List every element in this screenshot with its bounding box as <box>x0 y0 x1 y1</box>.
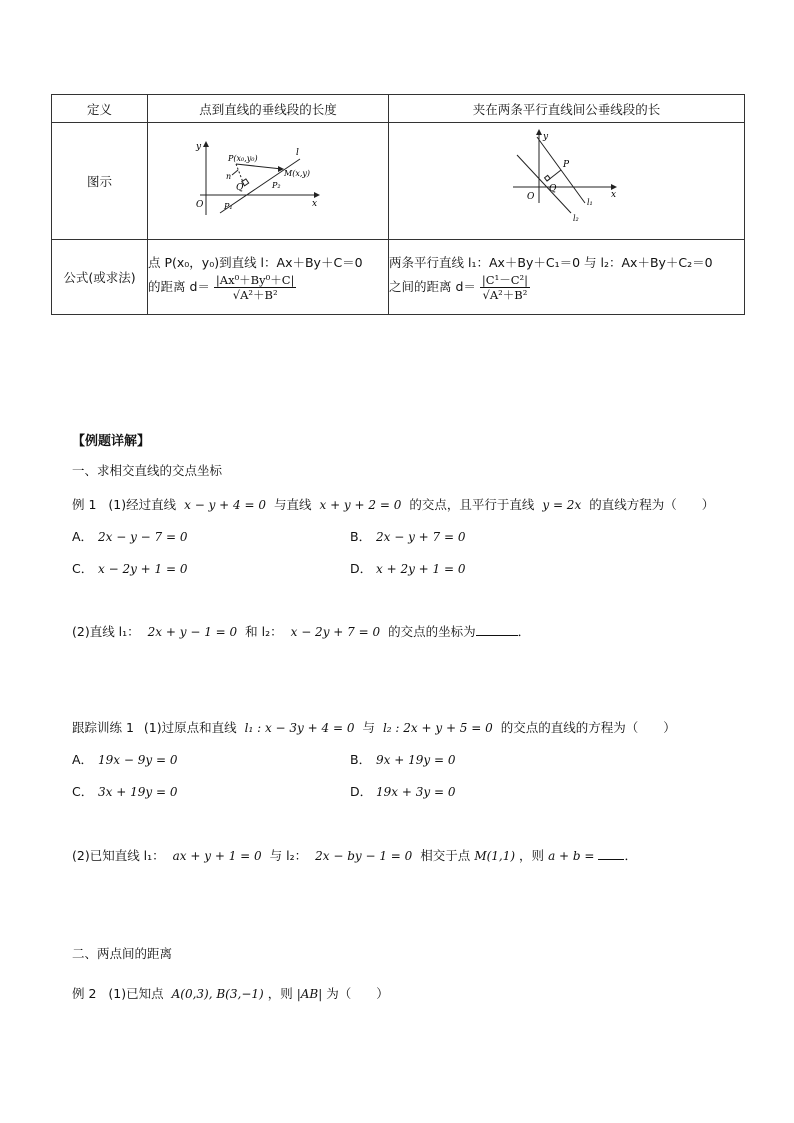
fig1-label-p2: P₂ <box>272 181 281 190</box>
tr1-q2-text-b: 与 l₂： <box>269 848 308 863</box>
tr1-q1-text-c: 的交点的直线的方程为（ ） <box>500 720 676 735</box>
header-parallel-lines: 夹在两条平行直线间公垂线段的长 <box>389 95 745 123</box>
ex1-q1-eq3: y = 2x <box>542 498 582 512</box>
tr1-q2-eq3: a + b = <box>548 849 595 863</box>
diagram-parallel-lines <box>389 123 744 236</box>
formula-point-line <box>148 240 389 315</box>
ex2-q1-text-c: 为（ ） <box>326 986 389 1001</box>
fig1-label-o: O <box>196 200 204 210</box>
tr1-q2-eq2: 2x − by − 1 = 0 <box>315 849 413 863</box>
ex1-q2-answer-blank[interactable] <box>476 623 518 636</box>
training1-question2: (2)已知直线 l₁： ax + y + 1 = 0 与 l₂： 2x − by − 1 = 0 相交于点 M(1,1) ，则 a + b = ． <box>72 848 637 863</box>
tr1-q1-text-a: (1)过原点和直线 <box>143 720 237 735</box>
fig2-label-q: Q <box>549 184 557 194</box>
ex1-q2-eq2: x − 2y + 7 = 0 <box>290 625 381 639</box>
figure-parallel-lines <box>389 123 745 240</box>
row-label-figure: 图示 <box>52 123 148 240</box>
formula2-fraction <box>480 273 530 302</box>
tr1-q1-eq1: l₁ : x − 3y + 4 = 0 <box>244 721 355 735</box>
tr1-option-a[interactable]: A． 19x − 9y = 0 <box>72 752 178 767</box>
ex1-q2-text-a: (2)直线 l₁： <box>72 624 140 639</box>
section-title: 【例题详解】 <box>72 434 151 449</box>
formula1-prefix: 的距离 d＝ <box>148 278 210 294</box>
fig2-label-y: y <box>543 132 549 142</box>
tr1-q2-text-a: (2)已知直线 l₁： <box>72 848 165 863</box>
part1-title: 一、求相交直线的交点坐标 <box>72 463 223 478</box>
header-definition: 定义 <box>52 95 148 123</box>
ex1-option-d[interactable]: D． x + 2y + 1 = 0 <box>350 561 466 576</box>
ex1-q1-text-b: 与直线 <box>273 497 312 512</box>
formula-parallel-lines <box>389 240 745 315</box>
tr1-q2-text-d: ，则 <box>519 848 545 863</box>
fig1-label-p1: P₁ <box>224 202 233 211</box>
training1-question1 <box>72 718 676 736</box>
tr1-q1-text-b: 与 <box>362 720 375 735</box>
example1-question1 <box>72 495 714 513</box>
fig1-label-l: l <box>296 148 299 158</box>
tr1-q2-text-c: 相交于点 <box>420 848 471 863</box>
tr1-option-c[interactable]: C． 3x + 19y = 0 <box>72 784 178 799</box>
fig1-label-q: Q <box>236 183 244 193</box>
ex1-q1-eq1: x − y + 4 = 0 <box>184 498 266 512</box>
formula1-numerator: |Ax⁰＋By⁰＋C| <box>215 272 295 287</box>
fig2-label-o: O <box>527 192 535 202</box>
fig2-label-l1: l₁ <box>587 198 593 207</box>
part2-title: 二、两点间的距离 <box>72 946 173 961</box>
ex1-q2-text-c: 的交点的坐标为 <box>388 624 476 639</box>
formula1-denominator: √A²＋B² <box>232 287 278 302</box>
tr1-q1-eq2: l₂ : 2x + y + 5 = 0 <box>382 721 493 735</box>
ex1-q1-text-d: 的直线方程为（ ） <box>589 497 715 512</box>
fig2-label-l2: l₂ <box>573 214 579 223</box>
ex1-q1-text-a: (1)经过直线 <box>108 497 177 512</box>
tr1-q2-answer-blank[interactable] <box>598 847 624 860</box>
perpendicular <box>236 164 244 185</box>
ex1-option-b[interactable]: B． 2x − y + 7 = 0 <box>350 529 466 544</box>
ex1-q2-text-b: 和 l₂： <box>245 624 283 639</box>
tr1-option-d[interactable]: D． 19x + 3y = 0 <box>350 784 456 799</box>
header-point-line: 点到直线的垂线段的长度 <box>148 95 389 123</box>
example2-question1 <box>72 984 389 1002</box>
tr1-q2-eq1: ax + y + 1 = 0 <box>172 849 262 863</box>
tr1-option-b[interactable]: B． 9x + 19y = 0 <box>350 752 456 767</box>
ex2-q1-ab: |AB| <box>296 987 323 1001</box>
ex2-q1-text-b: ，则 <box>267 986 293 1001</box>
ex1-option-c[interactable]: C． x − 2y + 1 = 0 <box>72 561 188 576</box>
fig1-label-y: y <box>196 142 202 152</box>
formula2-prefix: 之间的距离 d＝ <box>389 278 476 294</box>
formula2-denominator: √A²＋B² <box>482 287 528 302</box>
definition-table <box>51 94 745 315</box>
tr1-q2-point: M(1,1) <box>474 849 516 863</box>
formula2-numerator: |C¹－C²| <box>481 272 528 287</box>
formula1-line1: 点 P(x₀，y₀)到直线 l：Ax＋By＋C＝0 <box>148 254 363 270</box>
diagram-point-line <box>148 123 388 236</box>
example1-question2: (2)直线 l₁： 2x + y − 1 = 0 和 l₂： x − 2y + 7 = 0 的交点的坐标为 ． <box>72 624 531 639</box>
fig2-label-p: P <box>563 160 570 170</box>
ex2-q1-text-a: (1)已知点 <box>108 986 164 1001</box>
formula2-line1: 两条平行直线 l₁：Ax＋By＋C₁＝0 与 l₂：Ax＋By＋C₂＝0 <box>389 254 713 270</box>
pm-segment <box>236 164 282 169</box>
ex1-option-a[interactable]: A． 2x − y − 7 = 0 <box>72 529 188 544</box>
fig1-label-m: M(x,y) <box>284 169 311 178</box>
ex2-q1-points: A(0,3), B(3,−1) <box>171 987 264 1001</box>
fig2-label-x: x <box>611 190 617 200</box>
formula1-fraction <box>214 273 297 302</box>
example2-label: 例 2 <box>72 986 97 1001</box>
training1-label: 跟踪训练 1 <box>72 720 134 735</box>
fig1-label-n: n <box>226 172 232 181</box>
ex1-q1-eq2: x + y + 2 = 0 <box>319 498 402 512</box>
example1-label: 例 1 <box>72 497 97 512</box>
fig1-label-p: P(x₀,y₀) <box>228 154 258 163</box>
ex1-q2-eq1: 2x + y − 1 = 0 <box>147 625 238 639</box>
row-label-formula: 公式(或求法) <box>52 240 148 315</box>
figure-point-to-line <box>148 123 389 240</box>
fig1-label-x: x <box>312 199 318 209</box>
ex1-q1-text-c: 的交点，且平行于直线 <box>409 497 535 512</box>
